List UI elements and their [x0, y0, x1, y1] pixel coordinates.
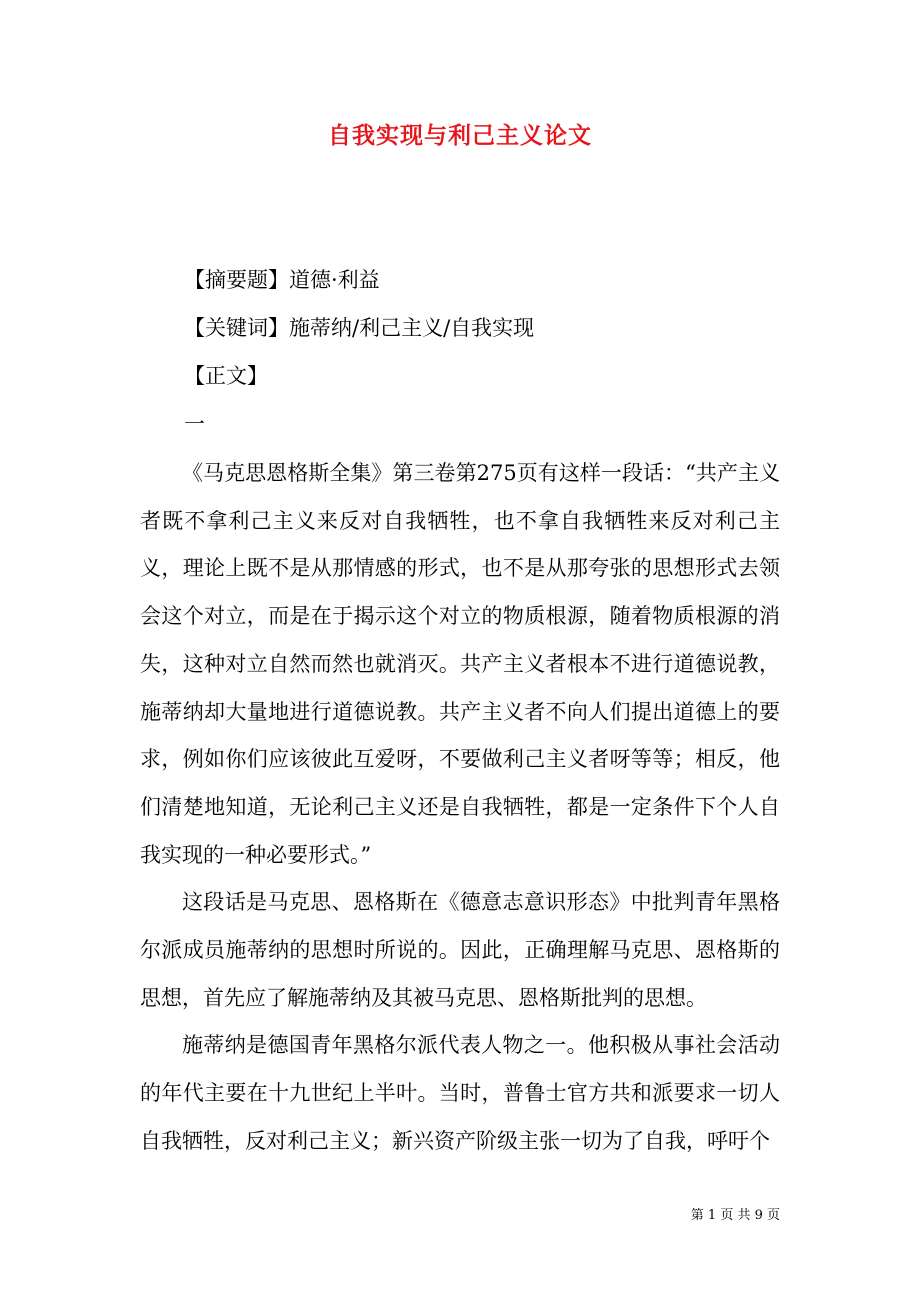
paragraph: 《马克思恩格斯全集》第三卷第275页有这样一段话：“共产主义者既不拿利己主义来反对自我牺牲，也不拿自我牺牲来反对利己主义，理论上既不是从那情感的形式，也不是从那夸张的思想形式去领会这个对立，而是在于揭示这个对立的物质根源，随着物质根源的消失，这种对立自然而然也就消灭。共产主义者根本不进行道德说教，施蒂纳却大量地进行道德说教。共产主义者不向人们提出道德上的要求，例如你们应该彼此互爱呀，不要做利己主义者呀等等；相反，他们清楚地知道，无论利己主义还是自我牺牲，都是一定条件下个人自我实现的一种必要形式。”: [140, 461, 780, 867]
section-number: 一: [184, 412, 205, 436]
paragraph: 施蒂纳是德国青年黑格尔派代表人物之一。他积极从事社会活动的年代主要在十九世纪上半叶。当时，普鲁士官方共和派要求一切人自我牺牲，反对利己主义；新兴资产阶级主张一切为了自我，呼吁个: [140, 1033, 780, 1153]
document-title: 自我实现与利己主义论文: [328, 122, 592, 149]
abstract-line: 【摘要题】道德·利益: [184, 268, 380, 292]
keywords-line: 【关键词】施蒂纳/利己主义/自我实现: [184, 316, 535, 340]
body-header: 【正文】: [184, 364, 268, 388]
document-body: [140, 450, 780, 1166]
paragraph: 这段话是马克思、恩格斯在《德意志意识形态》中批判青年黑格尔派成员施蒂纳的思想时所说的。因此，正确理解马克思、恩格斯的思想，首先应了解施蒂纳及其被马克思、恩格斯批判的思想。: [140, 890, 780, 1010]
page-number: 第 1 页 共 9 页: [690, 1208, 780, 1223]
